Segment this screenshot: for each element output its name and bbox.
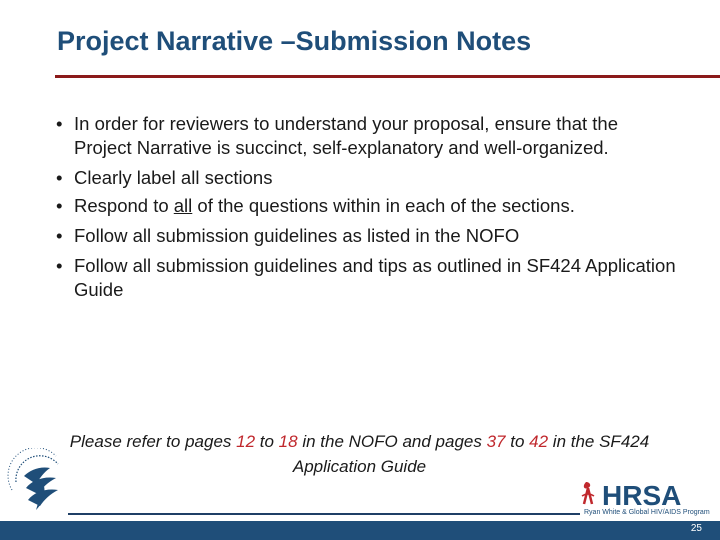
note-text: Please refer to pages <box>69 432 237 451</box>
bullet-text: Follow all submission guidelines as listed in the NOFO <box>74 225 520 246</box>
hrsa-wordmark: HRSA <box>602 480 682 511</box>
footer-divider <box>68 513 580 515</box>
page-number-highlight: 18 <box>278 432 298 451</box>
bullet-item <box>56 166 676 190</box>
bullet-list <box>56 112 676 308</box>
bullet-text: In order for reviewers to understand your proposal, ensure that the Project Narrative is succinct, self-explanatory and well-organized. <box>74 113 618 158</box>
note-text: in the NOFO and pages <box>297 432 487 451</box>
page-number-highlight: 12 <box>236 432 256 451</box>
bullet-text-post: of the questions within in each of the sections. <box>192 195 575 216</box>
hrsa-logo-icon <box>580 478 716 516</box>
page-number-highlight: 37 <box>486 432 506 451</box>
bullet-text: Clearly label all sections <box>74 167 273 188</box>
bullet-item <box>56 112 676 160</box>
note-text: to <box>255 432 279 451</box>
note-text: in the SF424 Application Guide <box>292 432 650 476</box>
footer-bar <box>0 521 720 540</box>
bullet-text: Follow all submission guidelines and tips as outlined in SF424 Application Guide <box>74 255 676 300</box>
bullet-text-pre: Respond to <box>74 195 174 216</box>
bullet-item <box>56 254 676 302</box>
bullet-item <box>56 194 676 218</box>
hrsa-tagline: Ryan White & Global HIV/AIDS Program <box>584 509 710 516</box>
note-text: to <box>505 432 530 451</box>
title-divider <box>55 75 720 78</box>
page-reference-note <box>62 429 657 479</box>
page-number-highlight: 42 <box>529 432 549 451</box>
bullet-item <box>56 224 676 248</box>
slide-title: Project Narrative –Submission Notes <box>57 26 532 56</box>
page-number: 25 <box>690 523 702 534</box>
bullet-text-underlined: all <box>173 195 193 216</box>
hhs-eagle-seal-icon <box>6 448 68 520</box>
